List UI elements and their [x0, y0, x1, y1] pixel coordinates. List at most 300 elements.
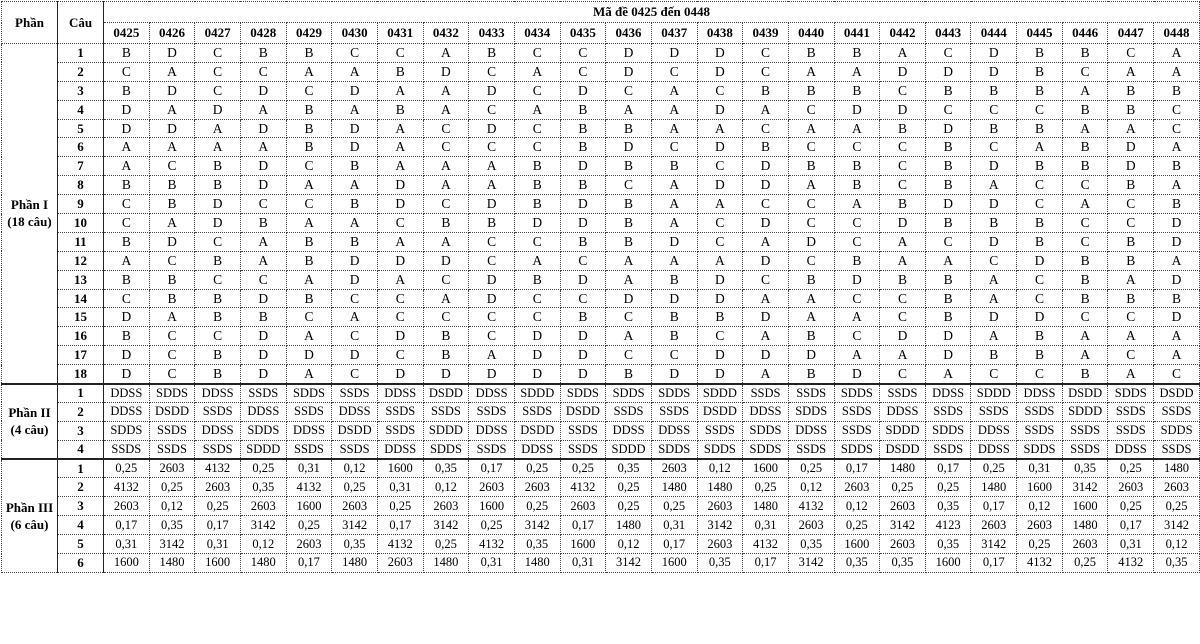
answer-cell: 2603	[834, 478, 880, 497]
question-number: 2	[58, 478, 104, 497]
answer-cell: C	[423, 308, 469, 327]
answer-cell: C	[286, 308, 332, 327]
answer-cell: D	[743, 251, 789, 270]
answer-cell: C	[560, 44, 606, 63]
answer-cell: D	[423, 365, 469, 384]
answer-cell: 1480	[240, 554, 286, 573]
question-number: 2	[58, 402, 104, 421]
answer-cell: D	[880, 214, 926, 233]
answer-cell: C	[743, 195, 789, 214]
answer-cell: A	[788, 289, 834, 308]
answer-cell: B	[925, 308, 971, 327]
answer-cell: C	[651, 346, 697, 365]
question-number: 1	[58, 44, 104, 63]
answer-cell: 0,31	[377, 478, 423, 497]
answer-cell: C	[149, 157, 195, 176]
answer-cell: C	[925, 232, 971, 251]
answer-cell: 1480	[697, 478, 743, 497]
answer-cell: 0,12	[697, 459, 743, 478]
answer-cell: D	[560, 195, 606, 214]
answer-cell: D	[971, 44, 1017, 63]
answer-cell: A	[651, 119, 697, 138]
answer-cell: 2603	[788, 516, 834, 535]
answer-cell: B	[1062, 289, 1108, 308]
question-number: 2	[58, 62, 104, 81]
answer-cell: A	[606, 270, 652, 289]
answer-cell: B	[149, 195, 195, 214]
answer-cell: D	[743, 214, 789, 233]
question-number: 5	[58, 535, 104, 554]
answer-cell: B	[1017, 214, 1063, 233]
answer-cell: B	[195, 289, 241, 308]
answer-cell: B	[788, 81, 834, 100]
answer-cell: C	[834, 138, 880, 157]
answer-cell: A	[423, 176, 469, 195]
answer-cell: DDSS	[104, 384, 150, 403]
answer-cell: B	[560, 138, 606, 157]
answer-cell: 0,17	[195, 516, 241, 535]
answer-cell: D	[697, 365, 743, 384]
answer-cell: D	[1154, 232, 1200, 251]
answer-cell: 0,17	[651, 535, 697, 554]
answer-cell: C	[469, 232, 515, 251]
answer-cell: C	[788, 195, 834, 214]
answer-cell: SDDS	[834, 440, 880, 459]
answer-cell: B	[925, 289, 971, 308]
answer-cell: 0,31	[104, 535, 150, 554]
answer-cell: C	[423, 270, 469, 289]
answer-cell: D	[743, 346, 789, 365]
answer-cell: B	[286, 100, 332, 119]
answer-cell: B	[834, 44, 880, 63]
answer-cell: C	[1108, 308, 1154, 327]
answer-cell: D	[1154, 214, 1200, 233]
answer-cell: D	[971, 62, 1017, 81]
answer-cell: A	[149, 308, 195, 327]
answer-cell: 2603	[651, 459, 697, 478]
answer-cell: A	[1154, 62, 1200, 81]
answer-cell: B	[880, 195, 926, 214]
header-code-0442: 0442	[880, 23, 926, 44]
answer-cell: D	[697, 346, 743, 365]
answer-cell: 1600	[834, 535, 880, 554]
answer-cell: A	[697, 251, 743, 270]
answer-cell: DSDD	[560, 402, 606, 421]
answer-cell: C	[651, 138, 697, 157]
answer-cell: C	[1017, 176, 1063, 195]
answer-cell: DDSS	[195, 384, 241, 403]
table-row	[2, 516, 1200, 535]
answer-cell: B	[925, 176, 971, 195]
answer-cell: B	[104, 232, 150, 251]
header-code-0432: 0432	[423, 23, 469, 44]
answer-cell: 0,35	[925, 535, 971, 554]
answer-cell: D	[104, 365, 150, 384]
answer-cell: 0,35	[788, 535, 834, 554]
answer-cell: DDSS	[925, 384, 971, 403]
answer-cell: D	[651, 44, 697, 63]
answer-cell: D	[104, 308, 150, 327]
header-cau: Câu	[58, 2, 104, 44]
answer-cell: D	[104, 119, 150, 138]
answer-cell: C	[332, 365, 378, 384]
answer-cell: D	[195, 214, 241, 233]
answer-cell: D	[743, 176, 789, 195]
answer-cell: 1600	[377, 459, 423, 478]
table-row	[2, 214, 1200, 233]
answer-cell: C	[834, 214, 880, 233]
answer-cell: B	[880, 270, 926, 289]
header-code-0437: 0437	[651, 23, 697, 44]
answer-cell: 2603	[560, 497, 606, 516]
answer-cell: A	[423, 100, 469, 119]
answer-cell: C	[880, 157, 926, 176]
answer-cell: A	[1108, 270, 1154, 289]
answer-cell: SDDS	[651, 384, 697, 403]
answer-cell: C	[286, 157, 332, 176]
answer-cell: B	[104, 81, 150, 100]
answer-cell: C	[104, 62, 150, 81]
answer-cell: D	[925, 62, 971, 81]
answer-cell: A	[880, 232, 926, 251]
section-label	[2, 459, 58, 572]
answer-cell: 3142	[423, 516, 469, 535]
table-row	[2, 308, 1200, 327]
answer-cell: B	[514, 176, 560, 195]
answer-cell: A	[651, 195, 697, 214]
answer-cell: B	[925, 81, 971, 100]
answer-cell: A	[834, 62, 880, 81]
answer-cell: SSDS	[195, 440, 241, 459]
question-number: 4	[58, 100, 104, 119]
answer-cell: C	[104, 195, 150, 214]
answer-cell: C	[514, 119, 560, 138]
answer-cell: D	[697, 270, 743, 289]
answer-cell: C	[606, 81, 652, 100]
answer-cell: SDDS	[560, 384, 606, 403]
answer-cell: SSDS	[286, 402, 332, 421]
answer-cell: A	[651, 81, 697, 100]
answer-cell: D	[332, 119, 378, 138]
table-row	[2, 62, 1200, 81]
answer-cell: A	[423, 232, 469, 251]
answer-cell: C	[1062, 214, 1108, 233]
answer-cell: C	[514, 44, 560, 63]
answer-cell: A	[332, 176, 378, 195]
answer-cell: A	[332, 100, 378, 119]
answer-cell: 2603	[1154, 478, 1200, 497]
answer-cell: A	[149, 138, 195, 157]
answer-cell: A	[377, 157, 423, 176]
answer-cell: C	[743, 44, 789, 63]
answer-cell: 0,25	[743, 478, 789, 497]
answer-cell: D	[423, 251, 469, 270]
answer-cell: 0,31	[195, 535, 241, 554]
answer-cell: C	[1062, 232, 1108, 251]
section-label-count: (4 câu)	[10, 422, 49, 438]
answer-cell: D	[195, 195, 241, 214]
answer-cell: 2603	[423, 497, 469, 516]
answer-cell: B	[104, 176, 150, 195]
answer-cell: 2603	[286, 535, 332, 554]
answer-cell: SDDD	[1062, 402, 1108, 421]
header-code-0429: 0429	[286, 23, 332, 44]
answer-cell: 2603	[377, 554, 423, 573]
answer-cell: 0,17	[469, 459, 515, 478]
answer-cell: 2603	[104, 497, 150, 516]
answer-cell: A	[104, 251, 150, 270]
answer-cell: C	[971, 251, 1017, 270]
answer-cell: C	[195, 44, 241, 63]
answer-cell: B	[514, 157, 560, 176]
answer-cell: C	[377, 346, 423, 365]
answer-cell: D	[560, 270, 606, 289]
answer-cell: 0,31	[743, 516, 789, 535]
answer-cell: C	[240, 195, 286, 214]
answer-cell: 1480	[149, 554, 195, 573]
answer-cell: B	[925, 270, 971, 289]
header-code-0447: 0447	[1108, 23, 1154, 44]
answer-cell: 0,25	[514, 497, 560, 516]
answer-cell: B	[606, 157, 652, 176]
answer-cell: D	[697, 176, 743, 195]
answer-cell: C	[606, 308, 652, 327]
section-phan-3	[2, 459, 1200, 572]
section-label	[2, 384, 58, 460]
answer-cell: SDDS	[149, 384, 195, 403]
answer-cell: A	[606, 251, 652, 270]
answer-cell: B	[1017, 232, 1063, 251]
answer-cell: 0,25	[286, 516, 332, 535]
question-number: 9	[58, 195, 104, 214]
answer-cell: 0,25	[514, 459, 560, 478]
answer-cell: DSDD	[514, 421, 560, 440]
answer-cell: A	[880, 346, 926, 365]
answer-cell: 0,12	[423, 478, 469, 497]
answer-cell: D	[240, 119, 286, 138]
answer-cell: D	[697, 62, 743, 81]
answer-cell: D	[560, 214, 606, 233]
answer-cell: C	[834, 289, 880, 308]
answer-cell: A	[469, 346, 515, 365]
answer-cell: DSDD	[697, 402, 743, 421]
answer-cell: B	[606, 365, 652, 384]
answer-cell: C	[104, 214, 150, 233]
answer-cell: D	[514, 365, 560, 384]
answer-cell: B	[377, 100, 423, 119]
answer-cell: A	[377, 81, 423, 100]
answer-cell: C	[651, 62, 697, 81]
header-code-0439: 0439	[743, 23, 789, 44]
answer-cell: D	[651, 289, 697, 308]
answer-cell: C	[286, 81, 332, 100]
answer-cell: B	[332, 195, 378, 214]
answer-cell: A	[788, 176, 834, 195]
answer-cell: A	[1062, 327, 1108, 346]
header-code-0438: 0438	[697, 23, 743, 44]
answer-cell: C	[788, 100, 834, 119]
answer-cell: B	[1108, 81, 1154, 100]
question-number: 15	[58, 308, 104, 327]
answer-cell: D	[514, 327, 560, 346]
answer-cell: A	[240, 138, 286, 157]
answer-cell: 3142	[240, 516, 286, 535]
answer-cell: 1480	[880, 459, 926, 478]
answer-cell: A	[1062, 195, 1108, 214]
answer-cell: D	[240, 157, 286, 176]
answer-cell: A	[834, 119, 880, 138]
answer-cell: 2603	[880, 497, 926, 516]
answer-cell: D	[743, 308, 789, 327]
table-row	[2, 497, 1200, 516]
answer-cell: B	[1108, 100, 1154, 119]
answer-cell: A	[1108, 119, 1154, 138]
answer-cell: B	[788, 44, 834, 63]
answer-cell: B	[195, 157, 241, 176]
answer-cell: SDDS	[788, 402, 834, 421]
answer-cell: B	[377, 62, 423, 81]
table-row	[2, 138, 1200, 157]
answer-cell: A	[743, 327, 789, 346]
answer-cell: B	[606, 119, 652, 138]
answer-cell: B	[1062, 100, 1108, 119]
answer-cell: B	[514, 195, 560, 214]
answer-cell: SDDD	[514, 384, 560, 403]
answer-cell: 4132	[195, 459, 241, 478]
answer-cell: D	[377, 195, 423, 214]
answer-cell: C	[1108, 44, 1154, 63]
answer-cell: A	[286, 214, 332, 233]
answer-cell: B	[195, 346, 241, 365]
answer-cell: SDDS	[697, 440, 743, 459]
answer-cell: C	[880, 365, 926, 384]
answer-cell: C	[423, 138, 469, 157]
answer-cell: A	[743, 232, 789, 251]
answer-cell: SSDS	[560, 421, 606, 440]
answer-cell: 0,17	[104, 516, 150, 535]
answer-cell: C	[1154, 100, 1200, 119]
answer-cell: SSDS	[332, 440, 378, 459]
answer-cell: 1600	[651, 554, 697, 573]
header-code-0434: 0434	[514, 23, 560, 44]
table-row	[2, 44, 1200, 63]
answer-cell: 0,25	[104, 459, 150, 478]
answer-cell: D	[104, 100, 150, 119]
answer-cell: DSDD	[880, 440, 926, 459]
answer-cell: A	[240, 251, 286, 270]
answer-cell: D	[925, 346, 971, 365]
answer-cell: B	[332, 157, 378, 176]
answer-cell: 0,17	[971, 554, 1017, 573]
answer-cell: A	[286, 270, 332, 289]
answer-cell: B	[149, 270, 195, 289]
answer-cell: C	[195, 327, 241, 346]
answer-cell: D	[1017, 308, 1063, 327]
answer-cell: A	[743, 100, 789, 119]
answer-cell: 0,25	[834, 516, 880, 535]
answer-cell: 1600	[1017, 478, 1063, 497]
answer-cell: 0,35	[880, 554, 926, 573]
answer-cell: B	[1017, 44, 1063, 63]
answer-cell: D	[971, 308, 1017, 327]
header-code-0427: 0427	[195, 23, 241, 44]
section-label-title: Phần II	[8, 405, 51, 421]
answer-cell: A	[195, 119, 241, 138]
answer-cell: 0,12	[834, 497, 880, 516]
answer-cell: D	[880, 327, 926, 346]
answer-cell: B	[240, 308, 286, 327]
answer-cell: B	[286, 232, 332, 251]
answer-cell: DDSS	[971, 440, 1017, 459]
section-label-title: Phần III	[5, 500, 54, 516]
answer-cell: SSDS	[560, 440, 606, 459]
answer-cell: 3142	[1062, 478, 1108, 497]
question-number: 14	[58, 289, 104, 308]
answer-cell: 4132	[1017, 554, 1063, 573]
answer-cell: C	[697, 232, 743, 251]
section-label-count: (6 câu)	[10, 517, 49, 533]
answer-cell: 3142	[149, 535, 195, 554]
answer-cell: 0,35	[697, 554, 743, 573]
answer-cell: 0,25	[560, 459, 606, 478]
answer-cell: 0,31	[1108, 535, 1154, 554]
answer-cell: C	[971, 138, 1017, 157]
answer-cell: 0,25	[195, 497, 241, 516]
answer-cell: D	[332, 81, 378, 100]
question-number: 4	[58, 516, 104, 535]
answer-cell: SSDS	[880, 384, 926, 403]
answer-cell: DDSS	[743, 402, 789, 421]
answer-cell: A	[971, 176, 1017, 195]
answer-cell: D	[880, 100, 926, 119]
header-code-0446: 0446	[1062, 23, 1108, 44]
answer-cell: D	[1154, 308, 1200, 327]
answer-cell: A	[743, 365, 789, 384]
answer-cell: A	[377, 138, 423, 157]
answer-cell: D	[788, 232, 834, 251]
answer-cell: SSDS	[925, 440, 971, 459]
answer-cell: B	[149, 289, 195, 308]
answer-cell: SSDS	[834, 402, 880, 421]
question-number: 3	[58, 497, 104, 516]
answer-cell: D	[149, 232, 195, 251]
answer-cell: B	[971, 346, 1017, 365]
answer-cell: B	[423, 214, 469, 233]
answer-cell: B	[195, 308, 241, 327]
answer-cell: SSDS	[1017, 421, 1063, 440]
answer-cell: 1600	[925, 554, 971, 573]
answer-cell: D	[240, 327, 286, 346]
question-number: 8	[58, 176, 104, 195]
answer-cell: B	[606, 195, 652, 214]
answer-cell: C	[469, 251, 515, 270]
answer-cell: 4132	[286, 478, 332, 497]
answer-cell: D	[1108, 157, 1154, 176]
answer-cell: SSDS	[104, 440, 150, 459]
answer-cell: SDDS	[1154, 421, 1200, 440]
answer-cell: C	[149, 346, 195, 365]
answer-cell: D	[560, 327, 606, 346]
header-code-0441: 0441	[834, 23, 880, 44]
answer-cell: D	[697, 138, 743, 157]
answer-cell: D	[149, 44, 195, 63]
answer-cell: D	[971, 195, 1017, 214]
answer-cell: 0,25	[880, 478, 926, 497]
answer-cell: DDSS	[286, 421, 332, 440]
answer-cell: D	[240, 81, 286, 100]
answer-cell: DDSS	[1017, 384, 1063, 403]
answer-cell: B	[195, 251, 241, 270]
